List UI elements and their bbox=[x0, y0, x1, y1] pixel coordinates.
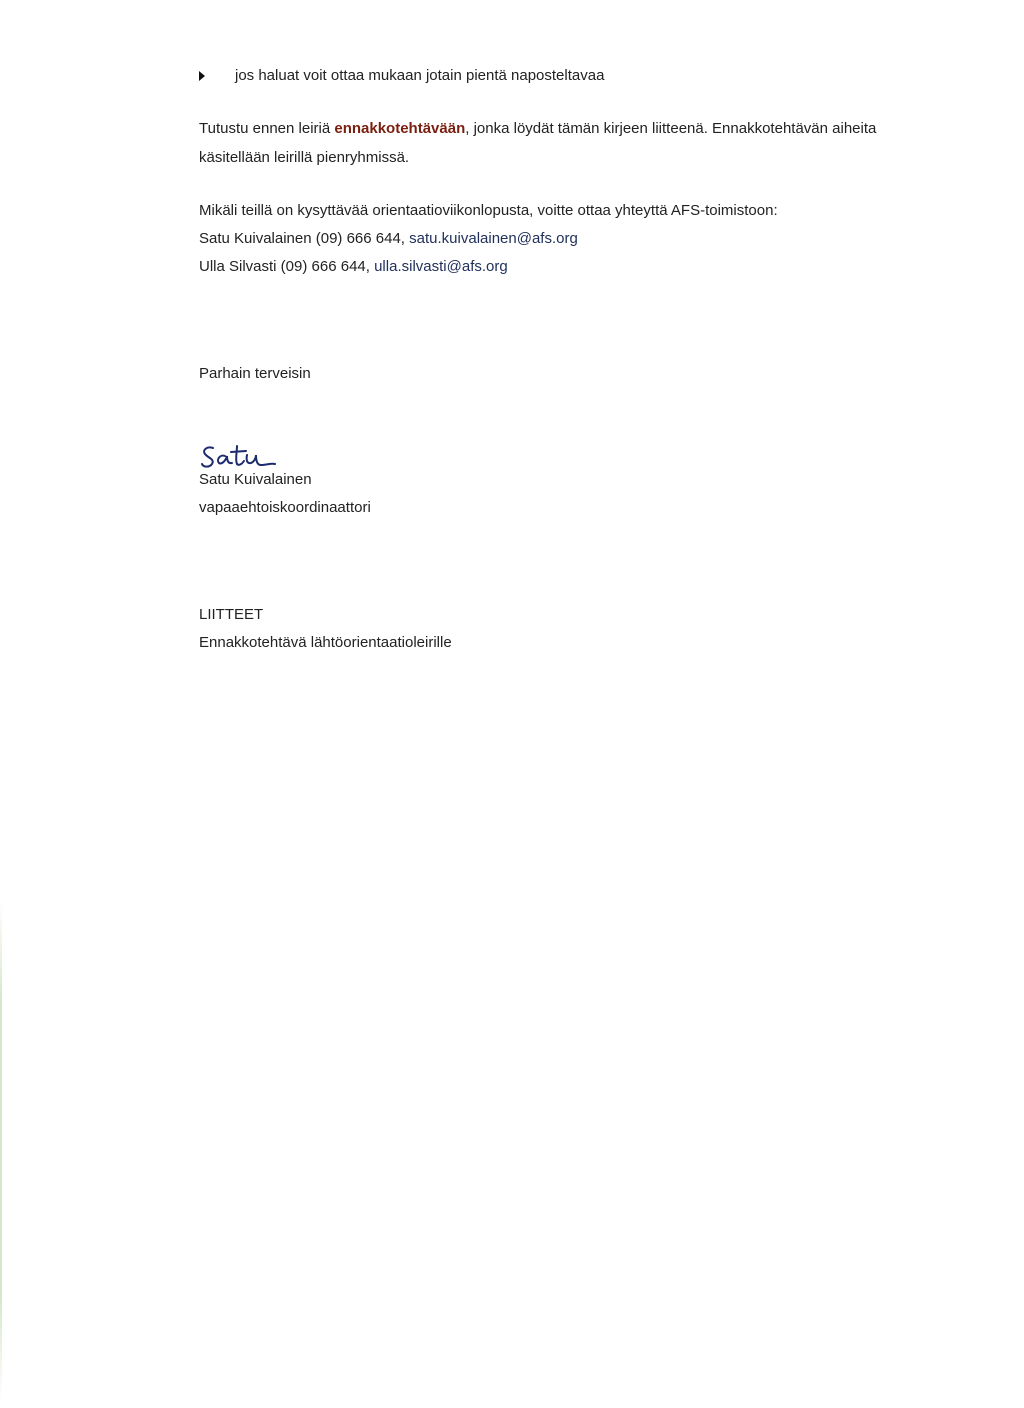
email-link-ulla[interactable]: ulla.silvasti@afs.org bbox=[374, 258, 508, 275]
contact-person-satu-text: Satu Kuivalainen (09) 666 644, bbox=[199, 230, 410, 247]
paragraph-prework-line2: käsitellään leirillä pienryhmissä. bbox=[199, 149, 410, 166]
attachment-item: Ennakkotehtävä lähtöorientaatioleirille bbox=[199, 634, 452, 651]
contact-person-ulla-text: Ulla Silvasti (09) 666 644, bbox=[199, 258, 375, 275]
signer-name: Satu Kuivalainen bbox=[199, 471, 312, 488]
signer-title: vapaaehtoiskoordinaattori bbox=[199, 499, 371, 516]
contact-intro: Mikäli teillä on kysyttävää orientaatioviikonlopusta, voitte ottaa yhteyttä AFS-toimistoon: bbox=[199, 202, 778, 219]
paragraph-prework-line1 bbox=[199, 119, 876, 139]
bullet-item bbox=[199, 66, 799, 86]
scan-edge-mark bbox=[0, 900, 2, 1400]
attachments-heading: LIITTEET bbox=[199, 606, 264, 623]
paragraph-prework-before: Tutustu ennen leiriä bbox=[199, 120, 335, 137]
email-link-satu[interactable]: satu.kuivalainen@afs.org bbox=[409, 230, 578, 247]
closing-greeting: Parhain terveisin bbox=[199, 365, 311, 382]
contact-person-ulla bbox=[199, 257, 508, 277]
paragraph-prework-after: , jonka löydät tämän kirjeen liitteenä. Ennakkotehtävän aiheita bbox=[465, 120, 877, 137]
prework-highlight: ennakkotehtävään bbox=[334, 120, 466, 137]
handwritten-signature bbox=[199, 438, 279, 474]
contact-person-satu bbox=[199, 229, 578, 249]
bullet-text: jos haluat voit ottaa mukaan jotain pientä naposteltavaa bbox=[235, 67, 605, 84]
bullet-triangle-icon bbox=[199, 71, 205, 81]
